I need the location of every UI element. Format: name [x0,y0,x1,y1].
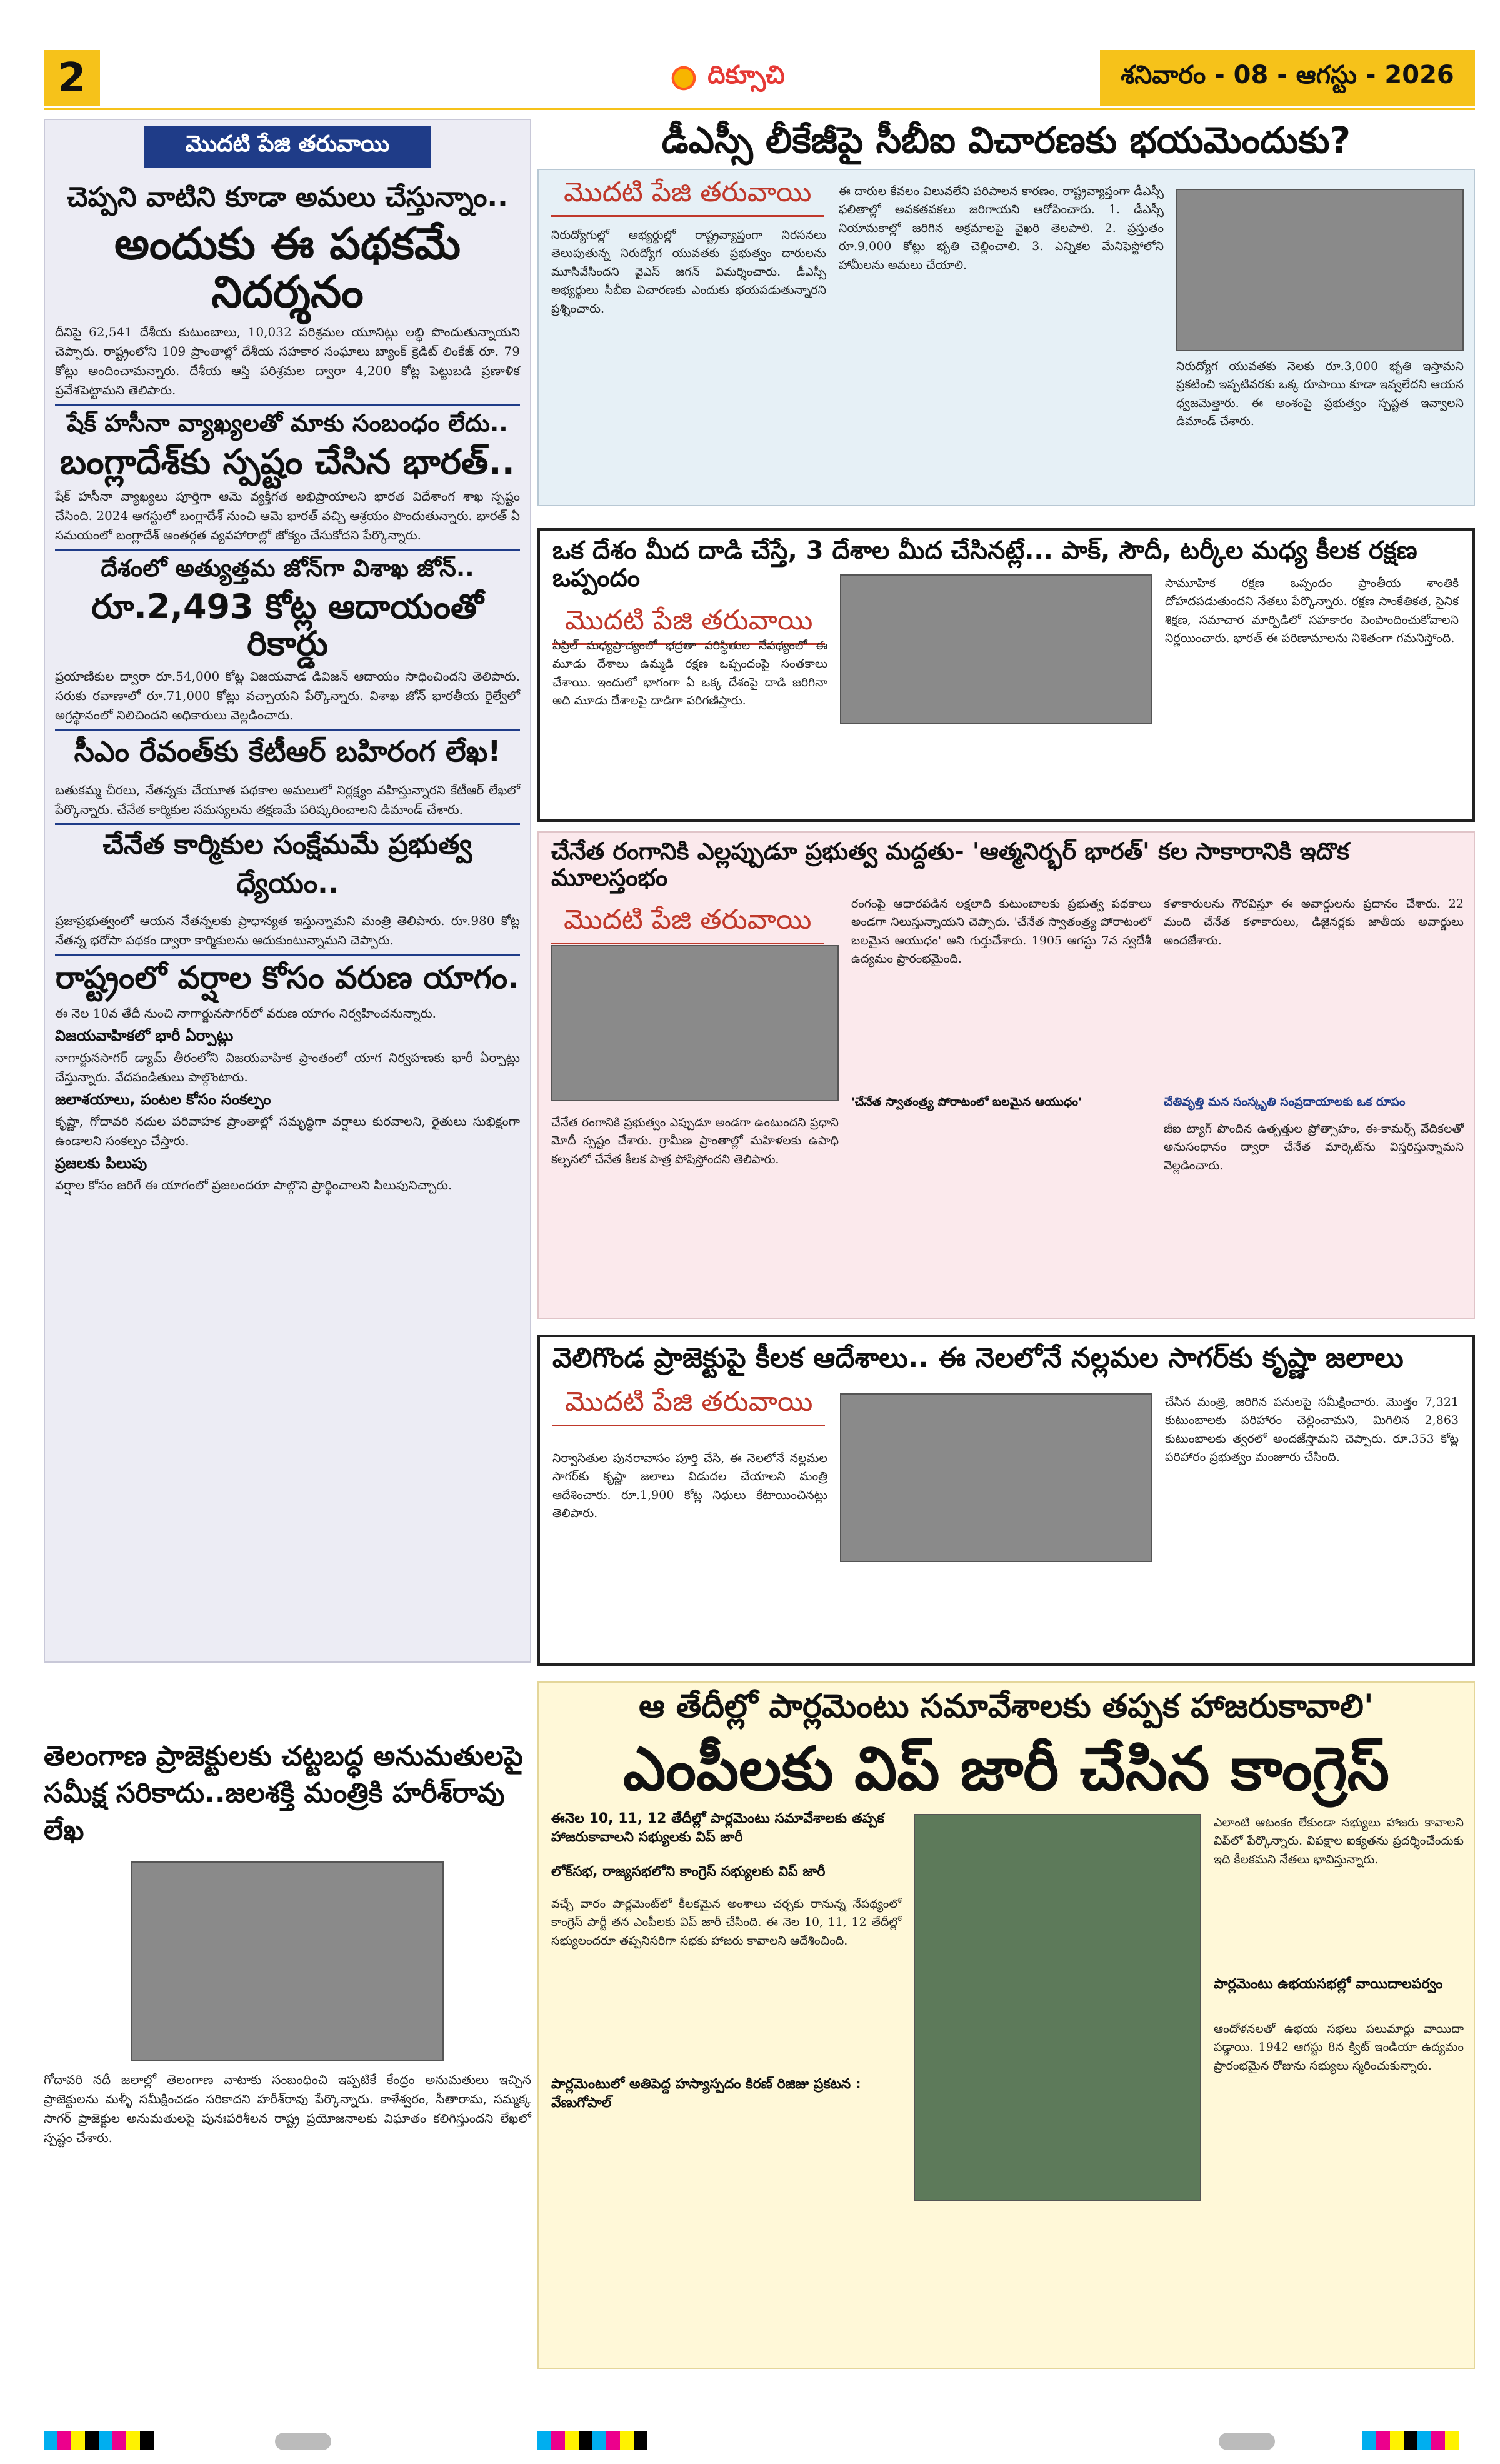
continued-tag: మొదటి పేజి తరువాయి [551,176,824,217]
story-panel-congress-whip [538,1681,1475,2369]
story-column: చేనేత రంగానికి ప్రభుత్వం ఎప్పుడూ అండగా ఉంటుందని ప్రధాని మోదీ స్పష్టం చేశారు. గ్రామీణ ప్రాంతాల్లో మహిళలకు ఉపాధి కల్పనలో చేనేత కీలక పాత్ర పోషిస్తోందని తెలిపారు. [551,1116,839,1166]
press-conference-photo [1176,189,1464,351]
left-column [44,119,531,1663]
story-body: ప్రయాణికుల ద్వారా రూ.54,000 కోట్ల విజయవాడ డివిజన్ ఆదాయం సాధించిందని తెలిపారు. సరుకు రవాణాలో రూ.71,000 కోట్లు వచ్చాయని పేర్కొన్నారు. విశాఖ జోన్ భారతీయ రైల్వేలో అగ్రస్థానంలో నిలిచిందని అధికారులు వెల్లడించారు. [55,669,520,723]
story-kicker: ఆ తేదీల్లో పార్లమెంటు సమావేశాలకు తప్పక హాజరుకావాలి' [639,1688,1374,1725]
subheading: 'చేనేత స్వాతంత్ర్య పోరాటంలో బలమైన ఆయుధం' [851,1095,1082,1109]
story-column: కళాకారులను గౌరవిస్తూ ఈ అవార్డులను ప్రదానం చేశారు. 22 మంది చేనేత కళాకారులు, డిజైనర్లకు జాతీయ అవార్డులు అందజేశారు. [1164,897,1464,948]
subheading: జలాశయాలు, పంటల కోసం సంకల్పం [55,1091,271,1109]
divider [55,729,520,731]
story-deck: ఈనెల 10, 11, 12 తేదీల్లో పార్లమెంటు సమావేశాలకు తప్పక హాజరుకావాలని సభ్యులకు విప్ జారీ [551,1811,884,1845]
story-body: నాగార్జునసాగర్ డ్యామ్ తీరంలోని విజయవాహిక ప్రాంతంలో యాగ నిర్వహణకు భారీ ఏర్పాట్లు చేస్తున్నారు. వేదపండితులు పాల్గొంటారు. [55,1050,520,1085]
page-number: 2 [44,50,100,106]
subheading: చేతివృత్తి మన సంస్కృతి సంప్రదాయాలకు ఒక రూపం [1164,1095,1406,1109]
divider [55,823,520,825]
story-headline: బంగ్లాదేశ్‌కు స్పష్టం చేసిన భారత్.. [60,442,515,483]
story-headline: వెలిగొండ ప్రాజెక్టుపై కీలక ఆదేశాలు.. ఈ నెలలోనే నల్లమల సాగర్‌కు కృష్ణా జలాలు [552,1342,1404,1374]
story-headline: రూ.2,493 కోట్ల ఆదాయంతో రికార్డు [91,586,484,663]
story-column: రంగంపై ఆధారపడిన లక్షలాది కుటుంబాలకు ప్రభుత్వ పథకాలు అండగా నిలుస్తున్నాయని చెప్పారు. 'చేనేత స్వాతంత్ర్య పోరాటంలో బలమైన ఆయుధం' అని గుర్తుచేశారు. 1905 ఆగస్టు 7న స్వదేశీ ఉద్యమం ప్రారంభమైంది. [851,897,1151,966]
story-panel-dsc [538,169,1475,506]
story-column: ఎలాంటి ఆటంకం లేకుండా సభ్యులు హాజరు కావాలని విప్‌లో పేర్కొన్నారు. విపక్షాల ఐక్యతను ప్రదర్శించేందుకు ఇది కీలకమని నేతలు భావిస్తున్నారు. [1214,1816,1464,1866]
story-column: నిరుద్యోగుల్లో అభ్యర్థుల్లో రాష్ట్రవ్యాప్తంగా నిరసనలు తెలుపుతున్న నిరుద్యోగ యువతకు ప్రభుత్వం దారులను మూసివేసిందని వైఎస్ జగన్ విమర్శించారు. డీఎస్సీ అభ్యర్థులు సీబీఐ విచారణకు ఎందుకు భయపడుతున్నారని ప్రశ్నించారు. [551,228,826,316]
parliament-photo [914,1814,1201,2201]
sun-logo-icon [665,59,702,97]
story-headline: తెలంగాణ ప్రాజెక్టులకు చట్టబద్ధ అనుమతులపై సమీక్ష సరికాదు..జలశక్తి మంత్రికి హరీశ్‌రావు లేఖ [44,1740,523,1846]
color-registration-right [1362,2431,1459,2450]
subheading: విజయవాహికలో భారీ ఏర్పాట్లు [55,1027,234,1045]
subheading: పార్లమెంటులో అతిపెద్ద హస్యాస్పదం కిరణ్ రిజిజు ప్రకటన : వేణుగోపాల్ [551,2076,861,2111]
story-kicker: షేక్ హసీనా వ్యాఖ్యలతో మాకు సంబంధం లేదు.. [67,409,508,437]
story-column: జీఐ ట్యాగ్ పొందిన ఉత్పత్తుల ప్రోత్సాహం, ఈ-కామర్స్ వేదికలతో అనుసంధానం ద్వారా చేనేత మార్కెట్‌ను విస్తరిస్తున్నామని వెల్లడించారు. [1164,1122,1464,1173]
story-body: వర్షాల కోసం జరిగే ఈ యాగంలో ప్రజలందరూ పాల్గొని ప్రార్థించాలని పిలుపునిచ్చారు. [55,1178,452,1193]
story-headline: సీఎం రేవంత్‌కు కేటీఆర్ బహిరంగ లేఖ! [74,734,501,769]
story-body: బతుకమ్మ చీరలు, నేతన్నకు చేయూత పథకాల అమలులో నిర్లక్ష్యం వహిస్తున్నారని కేటీఆర్ లేఖలో పేర్కొన్నారు. చేనేత కార్మికుల సమస్యలను తక్షణమే పరిష్కరించాలని డిమాండ్ చేశారు. [55,783,520,818]
story-kicker: దేశంలో అత్యుత్తమ జోన్‌గా విశాఖ జోన్.. [101,554,474,582]
story-body: గోదావరి నదీ జలాల్లో తెలంగాణ వాటాకు సంబంధించి ఇప్పటికే కేంద్రం అనుమతులు ఇచ్చిన ప్రాజెక్టులను మళ్ళీ సమీక్షించడం సరికాదని హరీశ్‌రావు పేర్కొన్నారు. కాళేశ్వరం, సీతారామ, సమ్మక్క సాగర్ ప్రాజెక్టుల అనుమతులపై పునఃపరిశీలన రాష్ట్ర ప్రయోజనాలకు విఘాతం కలిగిస్తుందని లేఖలో స్పష్టం చేశారు. [44,2072,531,2146]
story-column: చేసిన మంత్రి, జరిగిన పనులపై సమీక్షించారు. మొత్తం 7,321 కుటుంబాలకు పరిహారం చెల్లించామని, మిగిలిన 2,863 కుటుంబాలకు త్వరలో అందజేస్తామని చెప్పారు. రూ.353 కోట్ల పరిహారం ప్రభుత్వం మంజూరు చేసింది. [1165,1395,1459,1465]
color-registration-left [44,2431,154,2450]
registration-oval [275,2433,331,2450]
story-column: సామూహిక రక్షణ ఒప్పందం ప్రాంతీయ శాంతికి దోహదపడుతుందని నేతలు పేర్కొన్నారు. రక్షణ సాంకేతికత, సైనిక శిక్షణ, సమాచార మార్పిడిలో సహకారం పెంపొందించుకోవాలని నిర్ణయించారు. భారత్ ఈ పరిణామాలను నిశితంగా గమనిస్తోంది. [1165,576,1459,646]
logo-text: దిక్సూచి [708,61,785,89]
story-column: ఆందోళనలతో ఉభయ సభలు పలుమార్లు వాయిదా పడ్డాయి. 1942 ఆగస్టు 8న క్విట్ ఇండియా ఉద్యమం ప్రారంభమైన రోజును సభ్యులు స్మరించుకున్నారు. [1214,2022,1464,2073]
divider [55,954,520,956]
story-column: నిరుద్యోగ యువతకు నెలకు రూ.3,000 భృతి ఇస్తామని ప్రకటించి ఇప్పటివరకు ఒక్క రూపాయి కూడా ఇవ్వలేదని ఆయన ధ్వజమెత్తారు. ఈ అంశంపై ప్రభుత్వం స్పష్టత ఇవ్వాలని డిమాండ్ చేశారు. [1176,359,1464,429]
header-rule [44,108,1475,110]
story-column: ఏప్రిల్ మధ్యప్రాచ్యంలో భద్రతా పరిస్థితుల నేపథ్యంలో ఈ మూడు దేశాలు ఉమ్మడి రక్షణ ఒప్పందంపై సంతకాలు చేశాయి. ఇందులో భాగంగా ఏ ఒక్క దేశంపై దాడి జరిగినా అది మూడు దేశాలపై దాడిగా పరిగణిస్తారు. [552,639,828,708]
story-headline: చేనేత కార్మికుల సంక్షేమమే ప్రభుత్వ ధ్యేయం.. [102,829,472,900]
story-headline: రాష్ట్రంలో వర్షాల కోసం వరుణ యాగం. [55,959,520,996]
divider [55,549,520,551]
story-body: ఈ నెల 10వ తేదీ నుంచి నాగార్జునసాగర్‌లో వరుణ యాగం నిర్వహించనున్నారు. [55,1006,436,1021]
continued-tag: మొదటి పేజి తరువాయి [551,904,824,944]
story-panel-handloom [538,831,1475,1319]
story-panel-veligonda [538,1335,1475,1666]
story-body: ప్రజాప్రభుత్వంలో ఆయన నేతన్నలకు ప్రాధాన్యత ఇస్తున్నామని మంత్రి తెలిపారు. రూ.980 కోట్ల నేతన్న భరోసా పథకం ద్వారా కార్మికులను ఆదుకుంటున్నామని చెప్పారు. [55,913,520,948]
subheading: పార్లమెంటు ఉభయసభల్లో వాయిదాలపర్వం [1214,1976,1443,1992]
story-headline: అందుకు ఈ పథకమే నిదర్శనం [114,218,461,318]
page-header [44,50,1475,106]
story-body: దీనిపై 62,541 దేశీయ కుటుంబాలు, 10,032 పరిశ్రమల యూనిట్లు లబ్ధి పొందుతున్నాయని చెప్పారు. రాష్ట్రంలోని 109 ప్రాంతాల్లో దేశీయ సహకార సంఘాలు బ్యాంక్ క్రెడిట్ లింకేజ్ రూ. 79 కోట్లు అందించామన్నారు. దేశీయ ఆస్తి పరిశ్రమల ద్వారా 4,200 కోట్ల పెట్టుబడి ప్రణాళిక ప్రవేశపెట్టామని తెలిపారు. [55,324,520,398]
minister-press-photo [840,1393,1152,1562]
color-registration-center [538,2431,648,2450]
story-column: వచ్చే వారం పార్లమెంట్‌లో కీలకమైన అంశాలు చర్చకు రానున్న నేపథ్యంలో కాంగ్రెస్ పార్టీ తన ఎంపీలకు విప్ జారీ చేసింది. ఈ నెల 10, 11, 12 తేదీల్లో సభ్యులందరూ తప్పనిసరిగా సభకు హాజరు కావాలని ఆదేశించింది. [551,1897,901,1948]
story-headline: ఎంపీలకు విప్ జారీ చేసిన కాంగ్రెస్ [622,1734,1390,1804]
story-kicker: చెప్పని వాటిని కూడా అమలు చేస్తున్నాం.. [67,181,508,213]
registration-oval [1219,2433,1275,2450]
story-column: ఈ దారుల కేవలం విలువలేని పరిపాలన కారణం, రాష్ట్రవ్యాప్తంగా డీఎస్సీ ఫలితాల్లో అవకతవకలు జరిగాయని ఆరోపించారు. 1. డీఎస్సీ నియామకాల్లో జరిగిన అక్రమాలపై వైఖరి తెలపాలి. 2. ప్రస్తుతం రూ.9,000 కోట్లు భృతి చెల్లించాలి. 3. ఎన్నికల మేనిఫెస్టోలోని హామీలను అమలు చేయాలి. [839,184,1164,272]
masthead-logo [644,50,806,106]
prime-minister-photo [551,945,839,1101]
continued-tag: మొదటి పేజి తరువాయి [552,604,825,645]
continued-tag: మొదటి పేజి తరువాయి [144,126,431,168]
story-headline: డీఎస్సీ లీకేజీపై సీబీఐ విచారణకు భయమెందుకు? [661,119,1351,161]
date-bar: శనివారం - 08 - ఆగస్టు - 2026 [1100,50,1475,106]
divider [55,404,520,406]
story-body: కృష్ణా, గోదావరి నదుల పరివాహక ప్రాంతాల్లో సమృద్ధిగా వర్షాలు కురవాలని, రైతులు సుభిక్షంగా ఉండాలని సంకల్పం చేస్తారు. [55,1114,520,1149]
story-headline: చేనేత రంగానికి ఎల్లప్పుడూ ప్రభుత్వ మద్దతు- 'ఆత్మనిర్భర్ భారత్' కల సాకారానికి ఇదొక మూలస్తంభం [551,838,1349,891]
story-panel-defence-pact [538,528,1475,822]
treaty-signing-photo [840,574,1152,724]
continued-tag: మొదటి పేజి తరువాయి [552,1386,825,1426]
left-bottom-story [44,1738,531,2350]
story-body: షేక్ హసీనా వ్యాఖ్యలు పూర్తిగా ఆమె వ్యక్తిగత అభిప్రాయాలని భారత విదేశాంగ శాఖ స్పష్టం చేసింది. 2024 ఆగస్టులో బంగ్లాదేశ్ నుంచి ఆమె భారత్ వచ్చి ఆశ్రయం పొందుతున్నారు. భారత్ ఏ సమయంలో బంగ్లాదేశ్ అంతర్గత వ్యవహారాల్లో జోక్యం చేసుకోదని పేర్కొన్నారు. [55,488,520,543]
story-headline: ఒక దేశం మీద దాడి చేస్తే, 3 దేశాల మీద చేసినట్లే... పాక్, సౌదీ, టర్కీల మధ్య కీలక రక్షణ ఒప్పందం [552,536,1418,593]
subheading: ప్రజలకు పిలుపు [55,1154,148,1173]
story-deck: లోక్‌సభ, రాజ్యసభలోని కాంగ్రెస్ సభ్యులకు విప్ జారీ [551,1864,826,1880]
story-column: నిర్వాసితుల పునరావాసం పూర్తి చేసి, ఈ నెలలోనే నల్లమల సాగర్‌కు కృష్ణా జలాలు విడుదల చేయాలని మంత్రి ఆదేశించారు. రూ.1,900 కోట్ల నిధులు కేటాయించినట్లు తెలిపారు. [552,1451,828,1521]
minister-photo [131,1861,444,2061]
